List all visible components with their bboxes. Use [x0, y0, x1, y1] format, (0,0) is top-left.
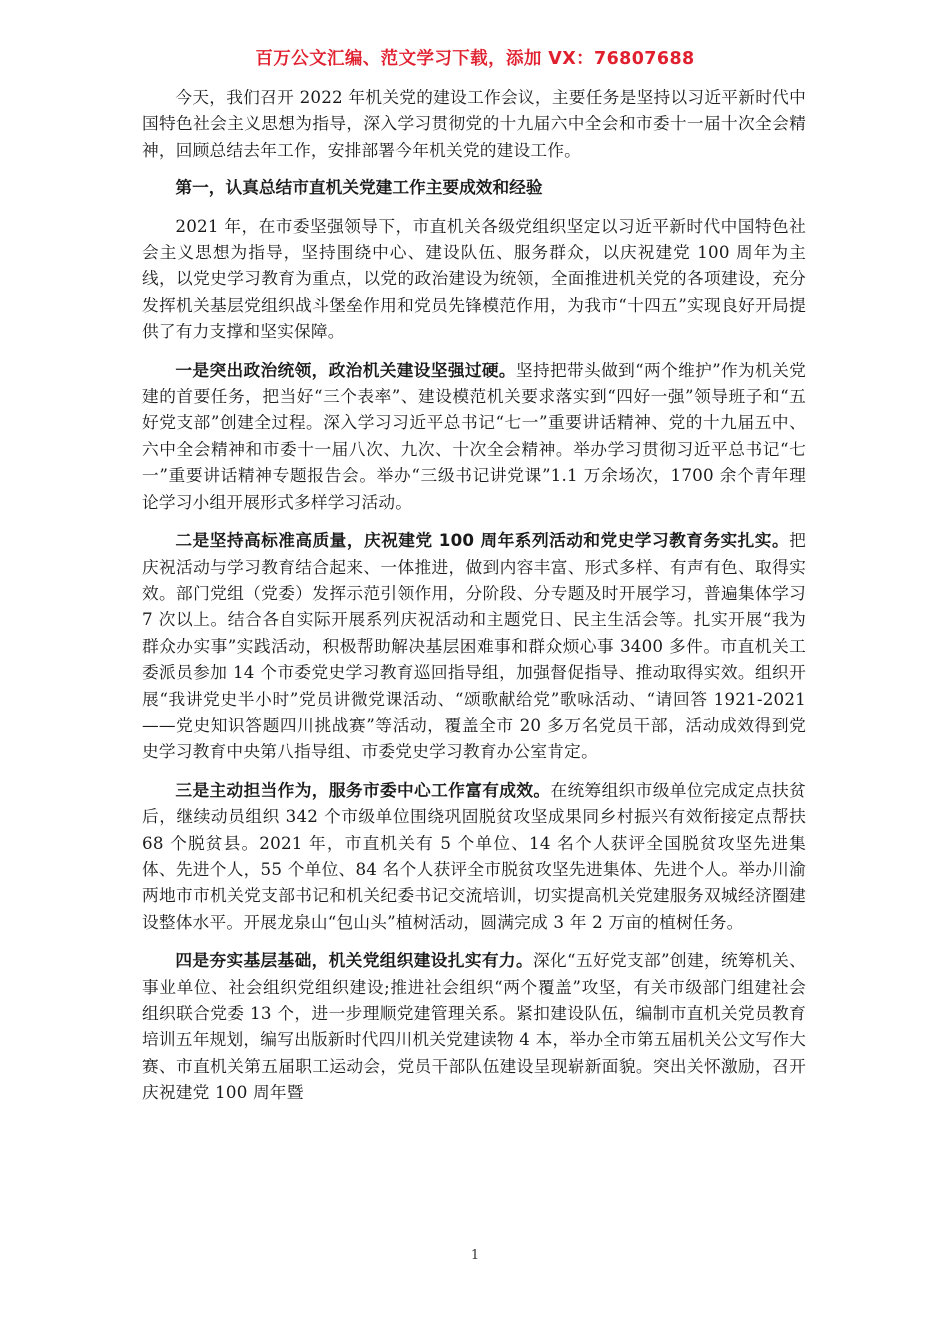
point-lead: 三是主动担当作为，服务市委中心工作富有成效。	[175, 779, 551, 800]
point-body: 把庆祝活动与学习教育结合起来、一体推进，做到内容丰富、形式多样、有声有色、取得实效。部门党组（党委）发挥示范引领作用，分阶段、分专题及时开展学习，普遍集体学习 7 次以上。结合各自实际开展系列庆祝活动和主题党日、民主生活会等。扎实开展“我为群众办实事”实践活动，积极帮助解决基层困难事和群众烦心事 3400 多件。市直机关工委派员参加 14 个市委党史学习教育巡回指导组，加强督促指导、推动取得实效。组织开展“我讲党史半小时”党员讲微党课活动、“颂歌献给党”歌咏活动、“请回答 1921-2021——党史知识答题四川挑战赛”等活动，覆盖全市 20 多万名党员干部，活动成效得到党史学习教育中央第八指导组、市委党史学习教育办公室肯定。	[142, 530, 806, 762]
intro-paragraph: 今天，我们召开 2022 年机关党的建设工作会议，主要任务是坚持以习近平新时代中国特色社会主义思想为指导，深入学习贯彻党的十九届六中全会和市委十一届十次全会精神，回顾总结去年工作，安排部署今年机关党的建设工作。	[142, 87, 806, 160]
document-body	[142, 84, 806, 1106]
spacer	[142, 201, 806, 213]
point-paragraph-2	[142, 527, 806, 765]
point-lead: 一是突出政治统领，政治机关建设坚强过硬。	[175, 359, 516, 380]
header-banner: 百万公文汇编、范文学习下载，添加 VX：76807688	[255, 49, 695, 69]
point-body: 深化“五好党支部”创建，统筹机关、事业单位、社会组织党组织建设;推进社会组织“两个覆盖”攻坚，有关市级部门组建社会组织联合党委 13 个，进一步理顺党建管理关系。紧扣建设队伍，编制市直机关党员教育培训五年规划，编写出版新时代四川机关党建读物 4 本，举办全市第五届机关公文写作大赛、市直机关第五届职工运动会，党员干部队伍建设呈现崭新面貌。突出关怀激励，召开庆祝建党 100 周年暨	[142, 950, 807, 1103]
section-title: 第一，认真总结市直机关党建工作主要成效和经验	[175, 177, 543, 198]
point-lead: 四是夯实基层基础，机关党组织建设扎实有力。	[175, 950, 533, 971]
point-paragraph-4	[142, 947, 806, 1105]
point-body: 在统筹组织市级单位完成定点扶贫后，继续动员组织 342 个市级单位围绕巩固脱贫攻坚成果同乡村振兴有效衔接定点帮扶 68 个脱贫县。2021 年，市直机关有 5 个单位、14 名个人获评全国脱贫攻坚先进集体、先进个人，55 个单位、84 名个人获评全市脱贫攻坚先进集体、先进个人。举办川渝两地市市机关党支部书记和机关纪委书记交流培训，切实提高机关党建服务双城经济圈建设整体水平。开展龙泉山“包山头”植树活动，圆满完成 3 年 2 万亩的植树任务。	[142, 779, 806, 932]
point-paragraph-3	[142, 777, 806, 935]
spacer	[142, 765, 806, 777]
point-body: 坚持把带头做到“两个维护”作为机关党建的首要任务，把当好“三个表率”、建设模范机关要求落实到“四好一强”领导班子和“五好党支部”创建全过程。深入学习习近平总书记“七一”重要讲话精神、党的十九届五中、六中全会精神和市委十一届八次、九次、十次全会精神。举办学习贯彻习近平总书记“七一”重要讲话精神专题报告会。举办“三级书记讲党课”1.1 万余场次，1700 余个青年理论学习小组开展形式多样学习活动。	[142, 359, 806, 512]
page-number: 1	[470, 1248, 480, 1263]
point-paragraph-1	[142, 357, 806, 515]
section-summary-paragraph: 2021 年，在市委坚强领导下，市直机关各级党组织坚定以习近平新时代中国特色社会主义思想为指导，坚持围绕中心、建设队伍、服务群众，以庆祝建党 100 周年为主线，以党史学习教育为重点，以党的政治建设为统领，全面推进机关党的各项建设，充分发挥机关基层党组织战斗堡垒作用和党员先锋模范作用，为我市“十四五”实现良好开局提供了有力支撑和坚实保障。	[142, 215, 806, 342]
point-lead: 二是坚持高标准高质量，庆祝建党 100 周年系列活动和党史学习教育务实扎实。	[175, 530, 790, 551]
spacer	[142, 515, 806, 527]
spacer	[142, 935, 806, 947]
spacer	[142, 163, 806, 174]
spacer	[142, 345, 806, 357]
